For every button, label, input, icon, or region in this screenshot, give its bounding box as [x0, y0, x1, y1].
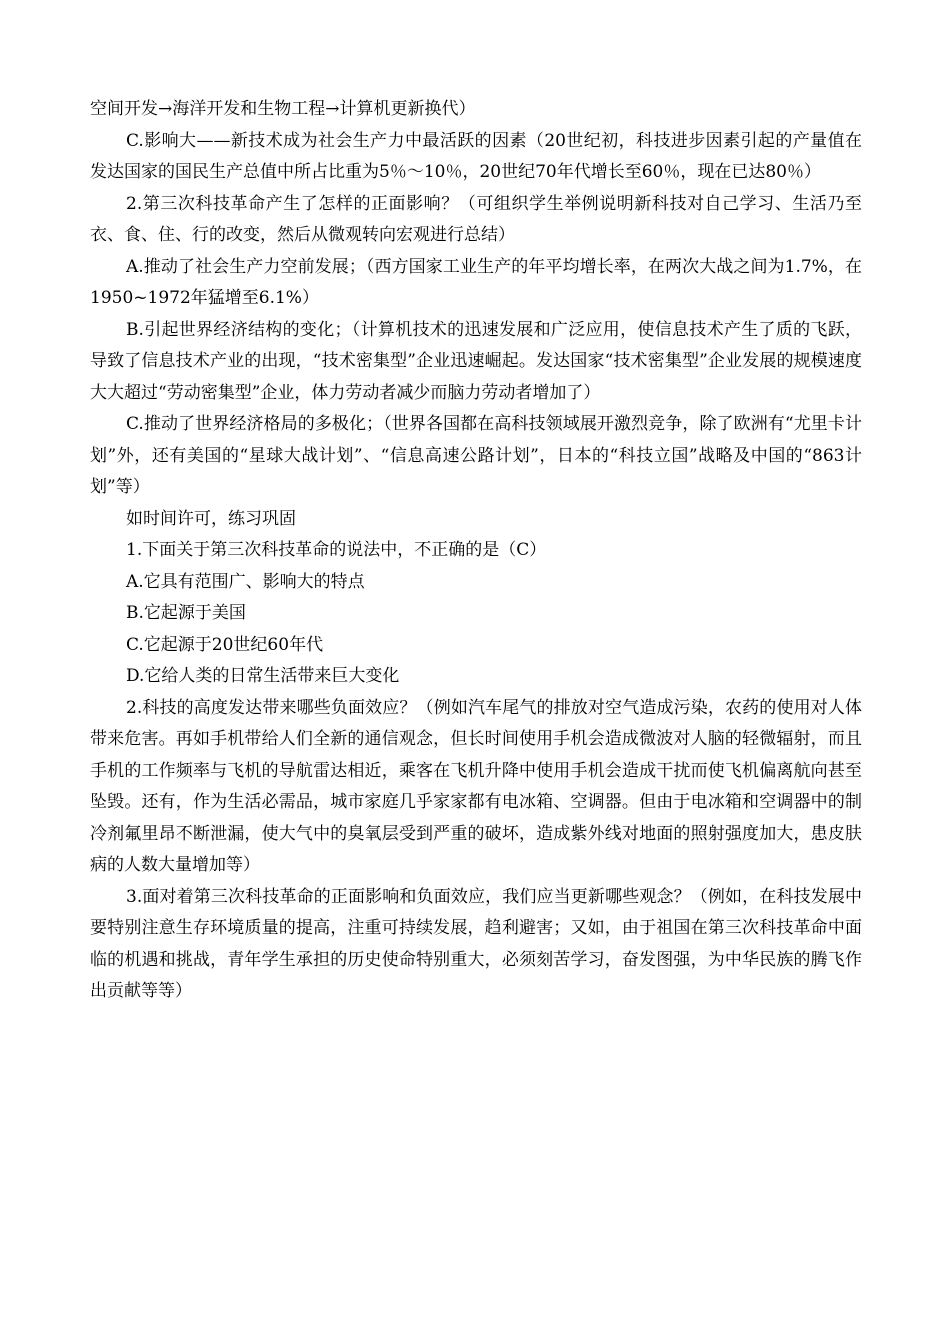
paragraph-practice-intro: 如时间许可，练习巩固 [126, 508, 296, 529]
paragraph-exercise-2: 2.科技的高度发达带来哪些负面效应？（例如汽车尾气的排放对空气造成污染，农药的使用对人体带来危害。再如手机带给人们全新的通信观念，但长时间使用手机会造成微波对人脑的轻微辐射，而且手机的工作频率与飞机的导航雷达相近，乘客在飞机升降中使用手机会造成干扰而使飞机偏离航向甚至坠毁。还有，作为生活必需品，城市家庭几乎家家都有电冰箱、空调器。但由于电冰箱和空调器中的制冷剂氟里昂不断泄漏，使大气中的臭氧层受到严重的破坏，造成紫外线对地面的照射强度加大，患皮肤病的人数大量增加等） [90, 697, 862, 875]
paragraph-exercise-3: 3.面对着第三次科技革命的正面影响和负面效应，我们应当更新哪些观念？（例如，在科技发展中要特别注意生存环境质量的提高，注重可持续发展，趋利避害；又如，由于祖国在第三次科技革命中面临的机遇和挑战，青年学生承担的历史使命特别重大，必须刻苦学习，奋发图强，为中华民族的腾飞作出贡献等等） [90, 886, 862, 1001]
paragraph-continuation: 空间开发→海洋开发和生物工程→计算机更新换代） [90, 99, 476, 119]
document-page [90, 94, 862, 1008]
paragraph-point-c-influence: C.影响大——新技术成为社会生产力中最活跃的因素（20世纪初，科技进步因素引起的产量值在发达国家的国民生产总值中所占比重为5％～10％，20世纪70年代增长至60％，现在已达80％） [90, 130, 862, 182]
paragraph-option-c: C.它起源于20世纪60年代 [126, 634, 324, 655]
paragraph-option-d: D.它给人类的日常生活带来巨大变化 [126, 666, 400, 686]
paragraph-option-b: B.它起源于美国 [126, 603, 246, 623]
paragraph-point-a: A.推动了社会生产力空前发展；（西方国家工业生产的年平均增长率，在两次大战之间为1.7%，在1950~1972年猛增至6.1%） [90, 256, 862, 308]
paragraph-option-a: A.它具有范围广、影响大的特点 [126, 571, 365, 592]
paragraph-point-c-multipolar: C.推动了世界经济格局的多极化；（世界各国都在高科技领域展开激烈竞争，除了欧洲有“尤里卡计划”外，还有美国的“星球大战计划”、“信息高速公路计划”，日本的“科技立国”战略及中国的“863计划”等） [90, 414, 862, 497]
paragraph-question-2: 2.第三次科技革命产生了怎样的正面影响？（可组织学生举例说明新科技对自己学习、生活乃至衣、食、住、行的改变，然后从微观转向宏观进行总结） [90, 193, 862, 245]
paragraph-point-b: B.引起世界经济结构的变化；（计算机技术的迅速发展和广泛应用，使信息技术产生了质的飞跃，导致了信息技术产业的出现，“技术密集型”企业迅速崛起。发达国家“技术密集型”企业发展的规模速度大大超过“劳动密集型”企业，体力劳动者减少而脑力劳动者增加了） [90, 319, 862, 403]
paragraph-exercise-1: 1.下面关于第三次科技革命的说法中，不正确的是（C） [126, 540, 547, 560]
